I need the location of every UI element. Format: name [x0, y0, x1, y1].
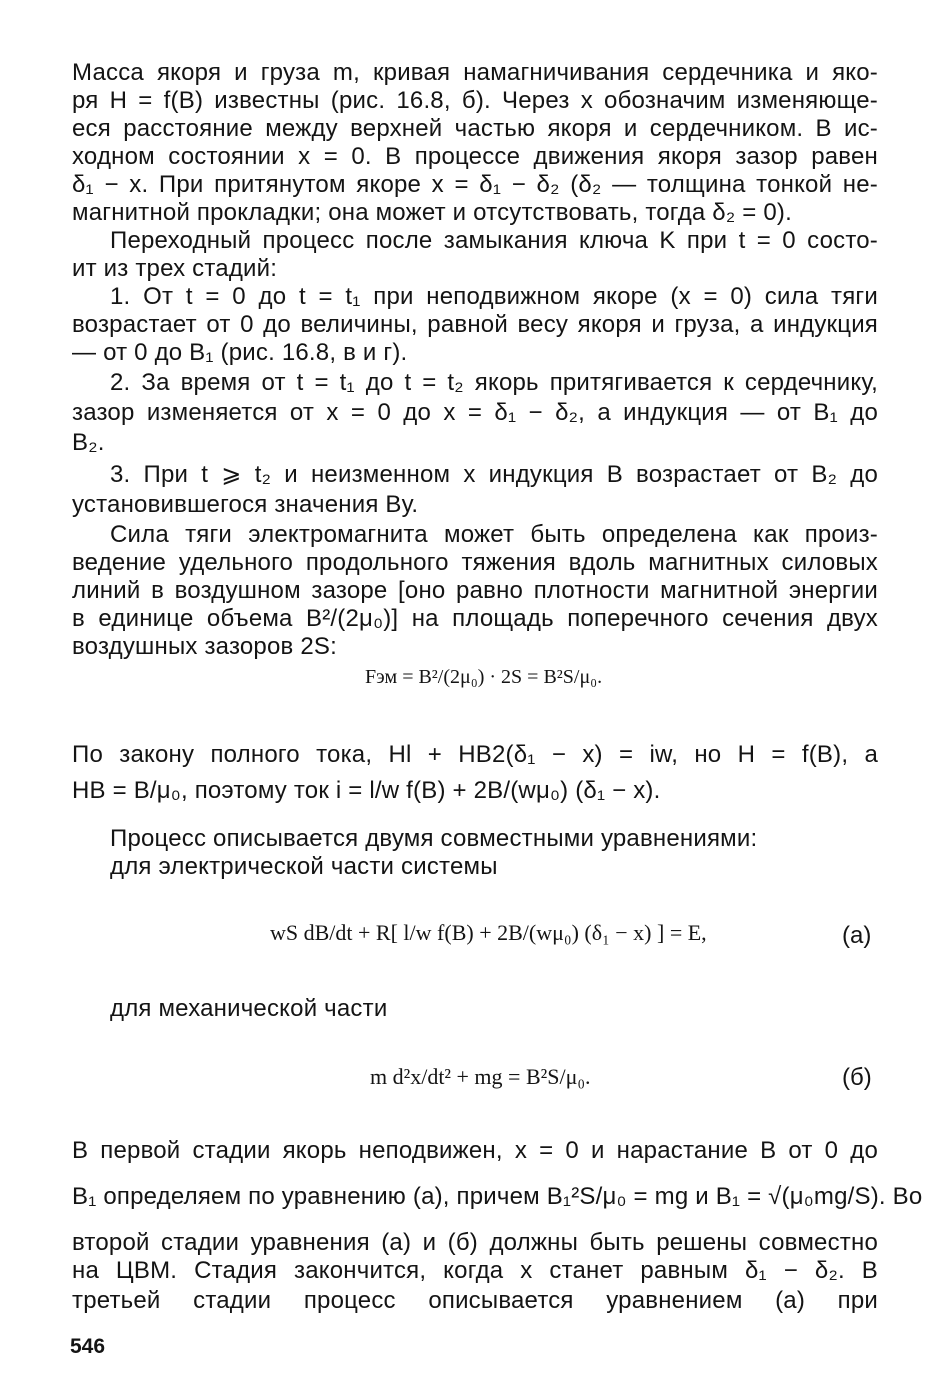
text-line: В первой стадии якорь неподвижен, x = 0 и нарастание B от 0 до [72, 1137, 878, 1164]
text-line: для электрической части системы [110, 853, 498, 880]
text-line: Процесс описывается двумя совместными уравнениями: [110, 825, 758, 852]
page-number: 546 [70, 1335, 106, 1358]
text-line: ходном состоянии x = 0. В процессе движения якоря зазор равен [72, 143, 878, 170]
equation-mechanical: m d²x/dt² + mg = B²S/μ₀. [370, 1064, 591, 1089]
text-line: линий в воздушном зазоре [оно равно плотности магнитной энергии [72, 577, 878, 604]
text-line: 2. За время от t = t₁ до t = t₂ якорь притягивается к сердечнику, [110, 369, 878, 396]
text-line: второй стадии уравнения (а) и (б) должны быть решены совместно [72, 1229, 878, 1256]
text-line: Переходный процесс после замыкания ключа K при t = 0 состо- [110, 227, 878, 254]
text-line: HB = B/μ₀, поэтому ток i = l/w f(B) + 2B/(wμ₀) (δ₁ − x). [72, 777, 661, 804]
text-line: Сила тяги электромагнита может быть определена как произ- [110, 521, 878, 548]
text-line: возрастает от 0 до величины, равной весу якоря и груза, а индукция [72, 311, 878, 338]
text-line: Масса якоря и груза m, кривая намагничивания сердечника и яко- [72, 59, 878, 86]
text-line: 3. При t ⩾ t₂ и неизменном x индукция B возрастает от B₂ до [110, 461, 878, 488]
text-line: в единице объема B²/(2μ₀)] на площадь поперечного сечения двух [72, 605, 878, 632]
text-line: δ₁ − x. При притянутом якоре x = δ₁ − δ₂ (δ₂ — толщина тонкой не- [72, 171, 878, 198]
equation-electric: wS dB/dt + R[ l/w f(B) + 2B/(wμ₀) (δ₁ − x) ] = E, [270, 920, 707, 945]
text-line: ит из трех стадий: [72, 255, 278, 282]
text-line: для механической части [110, 995, 388, 1022]
equation-force: Fэм = B²/(2μ₀) · 2S = B²S/μ₀. [365, 666, 603, 688]
text-line: По закону полного тока, Hl + HB2(δ₁ − x) = iw, но H = f(B), а [72, 741, 878, 768]
text-line: B₁ определяем по уравнению (а), причем B₁²S/μ₀ = mg и B₁ = √(μ₀mg/S). Во [72, 1183, 923, 1210]
equation-label-b: (б) [842, 1064, 872, 1091]
text-line: зазор изменяется от x = 0 до x = δ₁ − δ₂, а индукция — от B₁ до [72, 399, 878, 426]
text-line: B₂. [72, 429, 105, 456]
equation-label-a: (а) [842, 922, 872, 949]
text-line: установившегося значения Bу. [72, 491, 419, 518]
text-line: ведение удельного продольного тяжения вдоль магнитных силовых [72, 549, 878, 576]
text-line: третьей стадии процесс описывается уравнением (а) при [72, 1287, 878, 1314]
text-line: на ЦВМ. Стадия закончится, когда x станет равным δ₁ − δ₂. В [72, 1257, 878, 1284]
text-line: еся расстояние между верхней частью якоря и сердечником. В ис- [72, 115, 878, 142]
text-line: магнитной прокладки; она может и отсутствовать, тогда δ₂ = 0). [72, 199, 792, 226]
text-line: воздушных зазоров 2S: [72, 633, 337, 660]
text-line: ря H = f(B) известны (рис. 16.8, б). Через x обозначим изменяюще- [72, 87, 878, 114]
text-line: — от 0 до B₁ (рис. 16.8, в и г). [72, 339, 408, 366]
text-line: 1. От t = 0 до t = t₁ при неподвижном якоре (x = 0) сила тяги [110, 283, 878, 310]
